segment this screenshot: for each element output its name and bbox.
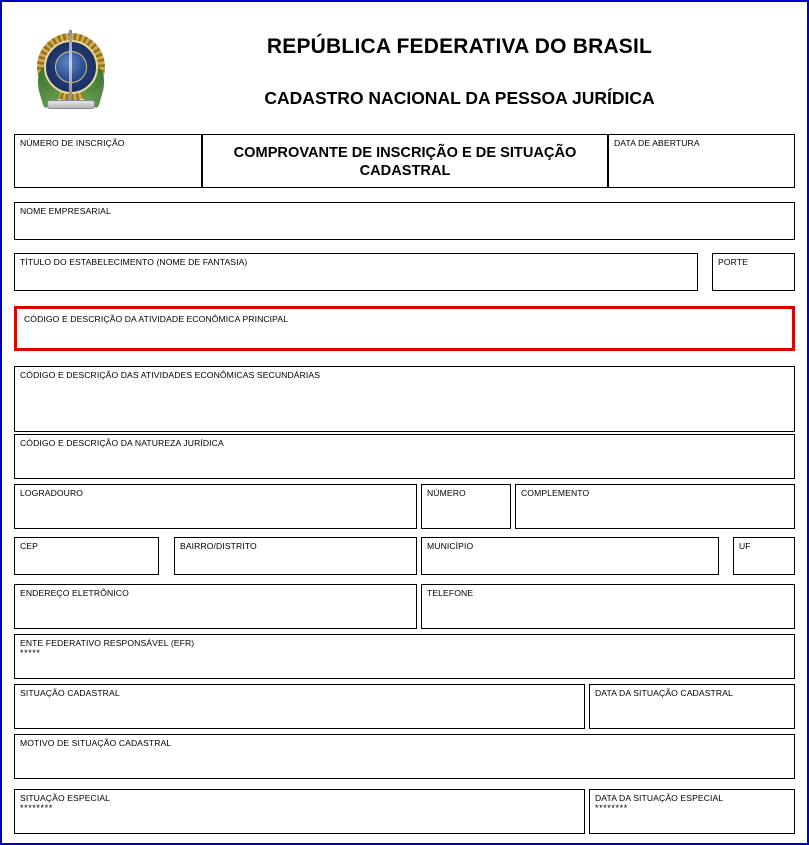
label-bairro-distrito: BAIRRO/DISTRITO (180, 541, 257, 551)
field-atividades-secundarias (14, 366, 795, 432)
label-municipio: MUNICÍPIO (427, 541, 474, 551)
field-nome-empresarial (14, 202, 795, 240)
label-natureza-juridica: CÓDIGO E DESCRIÇÃO DA NATUREZA JURÍDICA (20, 438, 224, 448)
label-telefone: TELEFONE (427, 588, 474, 598)
field-ente-federativo (14, 634, 795, 679)
label-situacao-especial: SITUAÇÃO ESPECIAL (20, 793, 111, 803)
field-numero-inscricao (14, 134, 202, 188)
certificate-title: COMPROVANTE DE INSCRIÇÃO E DE SITUAÇÃO CADASTRAL (233, 145, 577, 179)
page-subtitle: CADASTRO NACIONAL DA PESSOA JURÍDICA (264, 88, 655, 108)
field-cep (14, 537, 159, 575)
field-telefone (421, 584, 795, 629)
label-endereco-eletronico: ENDEREÇO ELETRÔNICO (20, 588, 129, 598)
field-data-situacao-cadastral (589, 684, 795, 729)
label-data-situacao-especial: DATA DA SITUAÇÃO ESPECIAL (595, 793, 724, 803)
field-natureza-juridica (14, 434, 795, 479)
header-titles (124, 12, 795, 109)
field-bairro-distrito (174, 537, 417, 575)
value-data-situacao-especial: ******** (595, 803, 628, 813)
label-data-abertura: DATA DE ABERTURA (614, 138, 700, 148)
label-cep: CEP (20, 541, 38, 551)
field-motivo-situacao-cadastral (14, 734, 795, 779)
field-uf (733, 537, 795, 575)
field-atividade-principal (14, 306, 795, 351)
label-uf: UF (739, 541, 751, 551)
label-atividades-secundarias: CÓDIGO E DESCRIÇÃO DAS ATIVIDADES ECONÔMICAS SECUNDÁRIAS (20, 370, 321, 380)
page-title: REPÚBLICA FEDERATIVA DO BRASIL (266, 35, 653, 58)
label-ente-federativo: ENTE FEDERATIVO RESPONSÁVEL (EFR) (20, 638, 195, 648)
value-situacao-especial: ******** (20, 803, 53, 813)
field-numero (421, 484, 511, 529)
field-situacao-cadastral (14, 684, 585, 729)
field-logradouro (14, 484, 417, 529)
document-body (14, 12, 795, 834)
field-data-abertura (608, 134, 795, 188)
label-porte: PORTE (718, 257, 748, 267)
document-header (14, 12, 795, 122)
label-nome-empresarial: NOME EMPRESARIAL (20, 206, 111, 216)
label-titulo-estabelecimento: TÍTULO DO ESTABELECIMENTO (NOME DE FANTASIA) (20, 257, 248, 267)
label-motivo-situacao-cadastral: MOTIVO DE SITUAÇÃO CADASTRAL (20, 738, 172, 748)
field-porte (712, 253, 795, 291)
label-situacao-cadastral: SITUAÇÃO CADASTRAL (20, 688, 120, 698)
field-situacao-especial (14, 789, 585, 834)
field-data-situacao-especial (589, 789, 795, 834)
field-municipio (421, 537, 719, 575)
certificate-title-box (202, 134, 608, 188)
label-numero-inscricao: NÚMERO DE INSCRIÇÃO (20, 138, 125, 148)
label-data-situacao-cadastral: DATA DA SITUAÇÃO CADASTRAL (595, 688, 733, 698)
label-atividade-principal: CÓDIGO E DESCRIÇÃO DA ATIVIDADE ECONÔMICA PRINCIPAL (24, 314, 289, 324)
label-numero: NÚMERO (427, 488, 466, 498)
label-complemento: COMPLEMENTO (521, 488, 590, 498)
label-logradouro: LOGRADOURO (20, 488, 84, 498)
value-ente-federativo: ***** (20, 648, 41, 658)
coat-of-arms-icon (26, 18, 116, 118)
field-titulo-estabelecimento (14, 253, 698, 291)
field-complemento (515, 484, 795, 529)
field-endereco-eletronico (14, 584, 417, 629)
